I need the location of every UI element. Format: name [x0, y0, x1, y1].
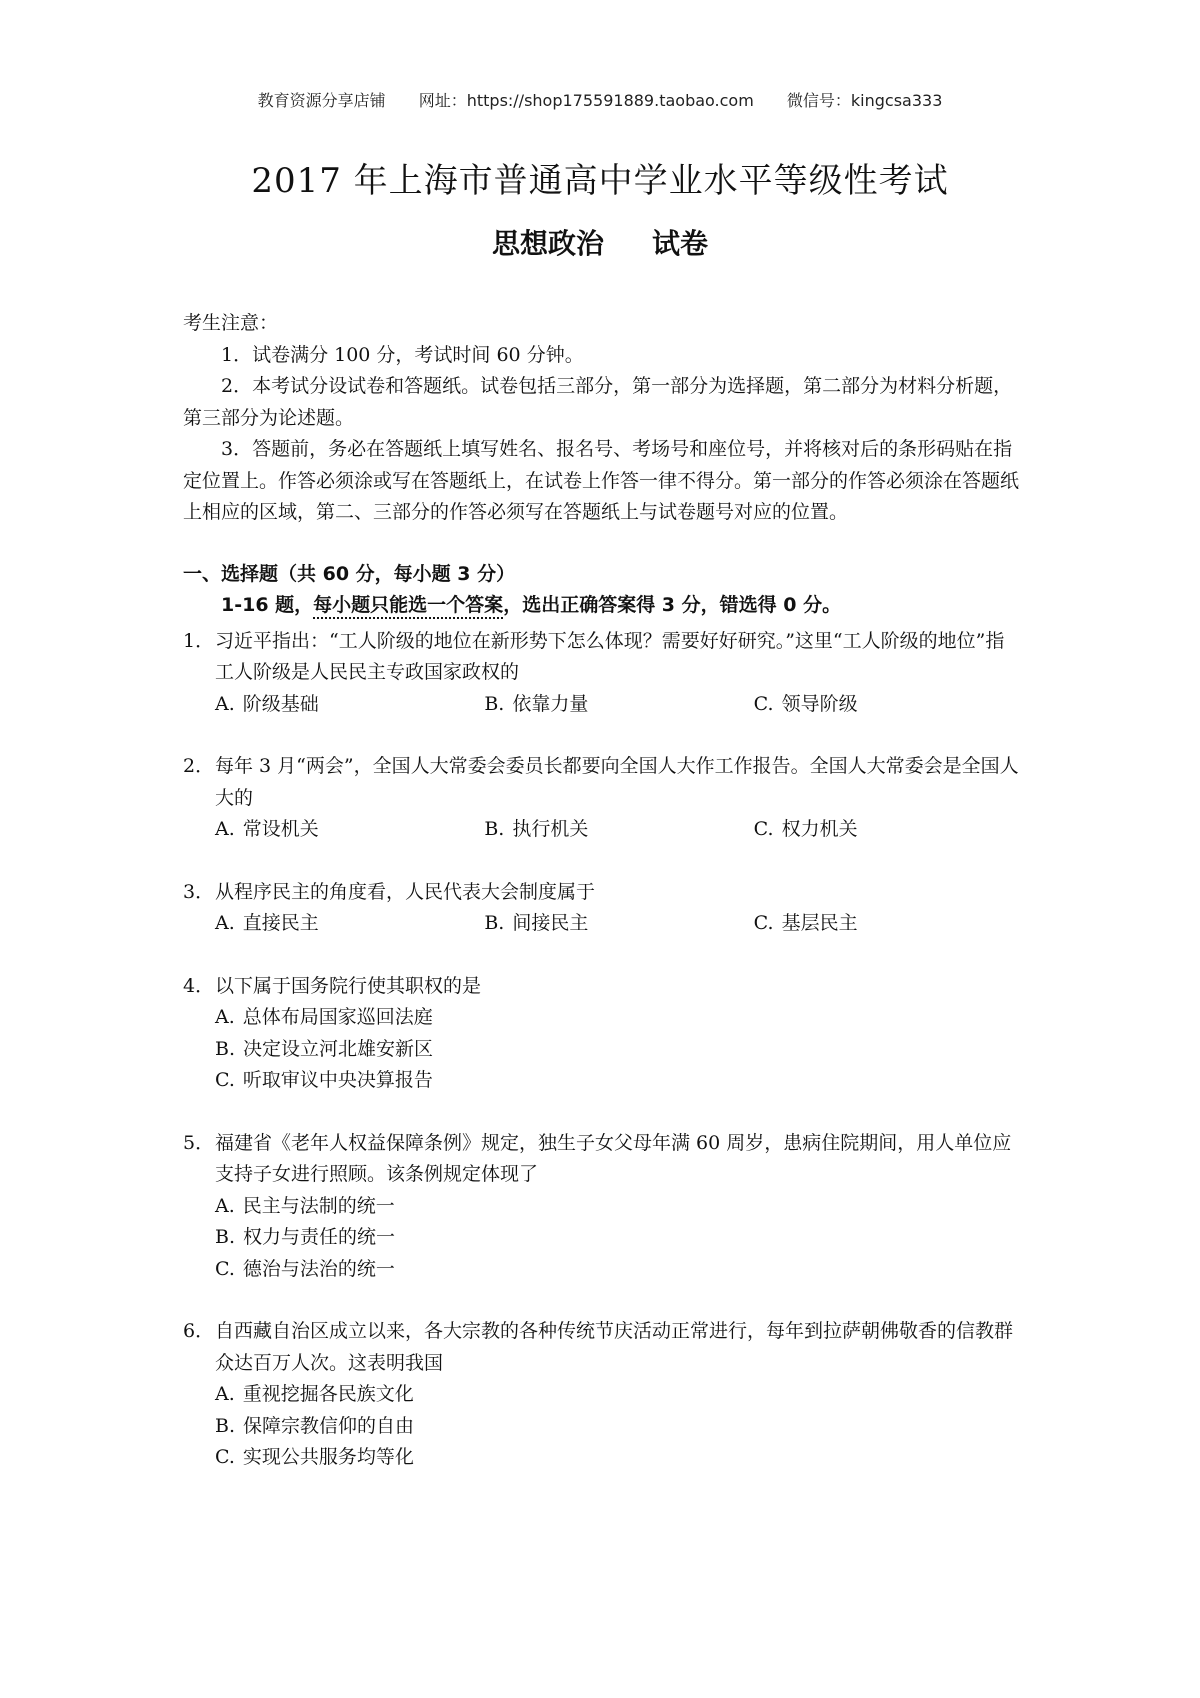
option-text: 权力机关 — [781, 818, 858, 840]
option-text: 执行机关 — [512, 818, 589, 840]
option-b — [484, 908, 753, 940]
option-text: 阶级基础 — [242, 692, 319, 715]
option-a — [215, 1002, 1023, 1034]
question-stem — [183, 877, 1023, 909]
subject-name: 思想政治 — [491, 227, 604, 260]
option-list — [183, 814, 1023, 846]
option-label: C. — [753, 692, 774, 715]
question-2 — [183, 751, 1023, 846]
option-label: C. — [215, 1069, 235, 1091]
question-number: 5． — [183, 1131, 215, 1154]
option-label: A. — [215, 912, 235, 934]
question-text: 习近平指出：“工人阶级的地位在新形势下怎么体现？需要好好研究。”这里“工人阶级的地位”指工人阶级是人民民主专政国家政权的 — [215, 629, 1005, 683]
option-text: 决定设立河北雄安新区 — [243, 1037, 434, 1060]
instruction-scoring: ，选出正确答案得 3 分，错选得 0 分。 — [503, 594, 842, 616]
question-number: 4． — [183, 974, 215, 997]
option-label: A. — [215, 1194, 235, 1217]
question-stem — [183, 971, 1023, 1003]
question-text: 每年 3 月“两会”，全国人大常委会委员长都要向全国人大作工作报告。全国人大常委会是全国人大的 — [215, 755, 1019, 809]
option-text: 直接民主 — [242, 912, 319, 934]
shop-name: 教育资源分享店铺 — [257, 91, 386, 110]
option-label: A. — [215, 1006, 235, 1028]
question-text: 以下属于国务院行使其职权的是 — [215, 974, 482, 997]
option-text: 常设机关 — [242, 818, 319, 840]
option-text: 德治与法治的统一 — [242, 1257, 395, 1280]
shop-url: 网址：https://shop175591889.taobao.com — [418, 91, 754, 110]
option-text: 权力与责任的统一 — [243, 1226, 396, 1248]
option-text: 民主与法制的统一 — [242, 1194, 395, 1217]
question-text: 自西藏自治区成立以来，各大宗教的各种传统节庆活动正常进行，每年到拉萨朝佛敬香的信教群众达百万人次。这表明我国 — [215, 1320, 1014, 1374]
question-stem — [183, 626, 1023, 689]
option-b — [215, 1411, 1023, 1443]
option-text: 基层民主 — [781, 912, 858, 934]
option-text: 听取审议中央决算报告 — [242, 1069, 433, 1091]
option-c — [215, 1254, 1023, 1286]
section-instruction — [221, 590, 1023, 622]
option-label: B. — [484, 912, 505, 934]
option-label: C. — [215, 1257, 235, 1280]
section-heading: 一、选择题（共 60 分，每小题 3 分） — [183, 562, 516, 585]
option-label: C. — [753, 818, 774, 840]
option-c — [754, 689, 1023, 721]
option-b — [484, 689, 753, 721]
option-label: B. — [215, 1414, 236, 1437]
question-text: 从程序民主的角度看，人民代表大会制度属于 — [215, 880, 596, 903]
question-1 — [183, 626, 1023, 721]
question-stem — [183, 1128, 1023, 1191]
option-a — [215, 814, 484, 846]
question-number: 1． — [183, 629, 215, 652]
question-3 — [183, 877, 1023, 940]
question-5 — [183, 1128, 1023, 1286]
option-c — [215, 1065, 1023, 1097]
instruction-range: 1-16 题， — [221, 594, 314, 616]
exam-title: 2017 年上海市普通高中学业水平等级性考试 — [251, 161, 949, 201]
paper-label: 试卷 — [652, 227, 709, 260]
option-c — [754, 814, 1023, 846]
notice-item: 3．答题前，务必在答题纸上填写姓名、报名号、考场号和座位号，并将核对后的条形码贴在指定位置上。作答必须涂或写在答题纸上，在试卷上作答一律不得分。第一部分的作答必须涂在答题纸上相应的区域，第二、三部分的作答必须写在答题纸上与试卷题号对应的位置。 — [183, 438, 1020, 523]
option-a — [215, 1191, 1023, 1223]
question-stem — [183, 751, 1023, 814]
notice-heading: 考生注意： — [183, 312, 279, 334]
option-label: A. — [215, 692, 235, 715]
option-c — [754, 908, 1023, 940]
exam-content — [183, 308, 1023, 1474]
option-text: 实现公共服务均等化 — [242, 1446, 414, 1468]
question-number: 6． — [183, 1320, 215, 1342]
question-text: 福建省《老年人权益保障条例》规定，独生子女父母年满 60 周岁，患病住院期间，用人单位应支持子女进行照顾。该条例规定体现了 — [215, 1131, 1012, 1185]
option-label: A. — [215, 818, 235, 840]
notice-item: 2．本考试分设试卷和答题纸。试卷包括三部分，第一部分为选择题，第二部分为材料分析题，第三部分为论述题。 — [183, 375, 1013, 429]
option-b — [484, 814, 753, 846]
option-label: C. — [753, 912, 774, 934]
question-number: 3． — [183, 880, 215, 903]
option-b — [215, 1222, 1023, 1254]
option-c — [215, 1442, 1023, 1474]
notice-item: 1．试卷满分 100 分，考试时间 60 分钟。 — [221, 343, 584, 366]
question-4 — [183, 971, 1023, 1097]
question-number: 2． — [183, 755, 215, 777]
option-list — [183, 1191, 1023, 1286]
question-list — [183, 626, 1023, 1474]
option-text: 保障宗教信仰的自由 — [243, 1414, 415, 1437]
option-text: 间接民主 — [512, 912, 589, 934]
instruction-emphasis: 每小题只能选一个答案 — [313, 594, 503, 619]
option-list — [183, 908, 1023, 940]
option-label: B. — [215, 1037, 236, 1060]
wechat-id: 微信号：kingcsa333 — [786, 91, 943, 110]
option-b — [215, 1034, 1023, 1066]
option-text: 领导阶级 — [781, 692, 858, 715]
exam-subtitle — [0, 222, 1200, 262]
option-label: B. — [215, 1226, 236, 1248]
option-text: 重视挖掘各民族文化 — [242, 1383, 414, 1405]
option-list — [183, 1379, 1023, 1474]
option-label: B. — [484, 818, 505, 840]
option-list — [183, 1002, 1023, 1097]
option-a — [215, 908, 484, 940]
question-stem — [183, 1316, 1023, 1379]
option-list — [183, 689, 1023, 721]
option-label: B. — [484, 692, 505, 715]
option-a — [215, 1379, 1023, 1411]
option-label: C. — [215, 1446, 235, 1468]
question-6 — [183, 1316, 1023, 1474]
page-header — [0, 88, 1200, 111]
option-text: 总体布局国家巡回法庭 — [242, 1006, 433, 1028]
option-a — [215, 689, 484, 721]
option-label: A. — [215, 1383, 235, 1405]
option-text: 依靠力量 — [512, 692, 589, 715]
